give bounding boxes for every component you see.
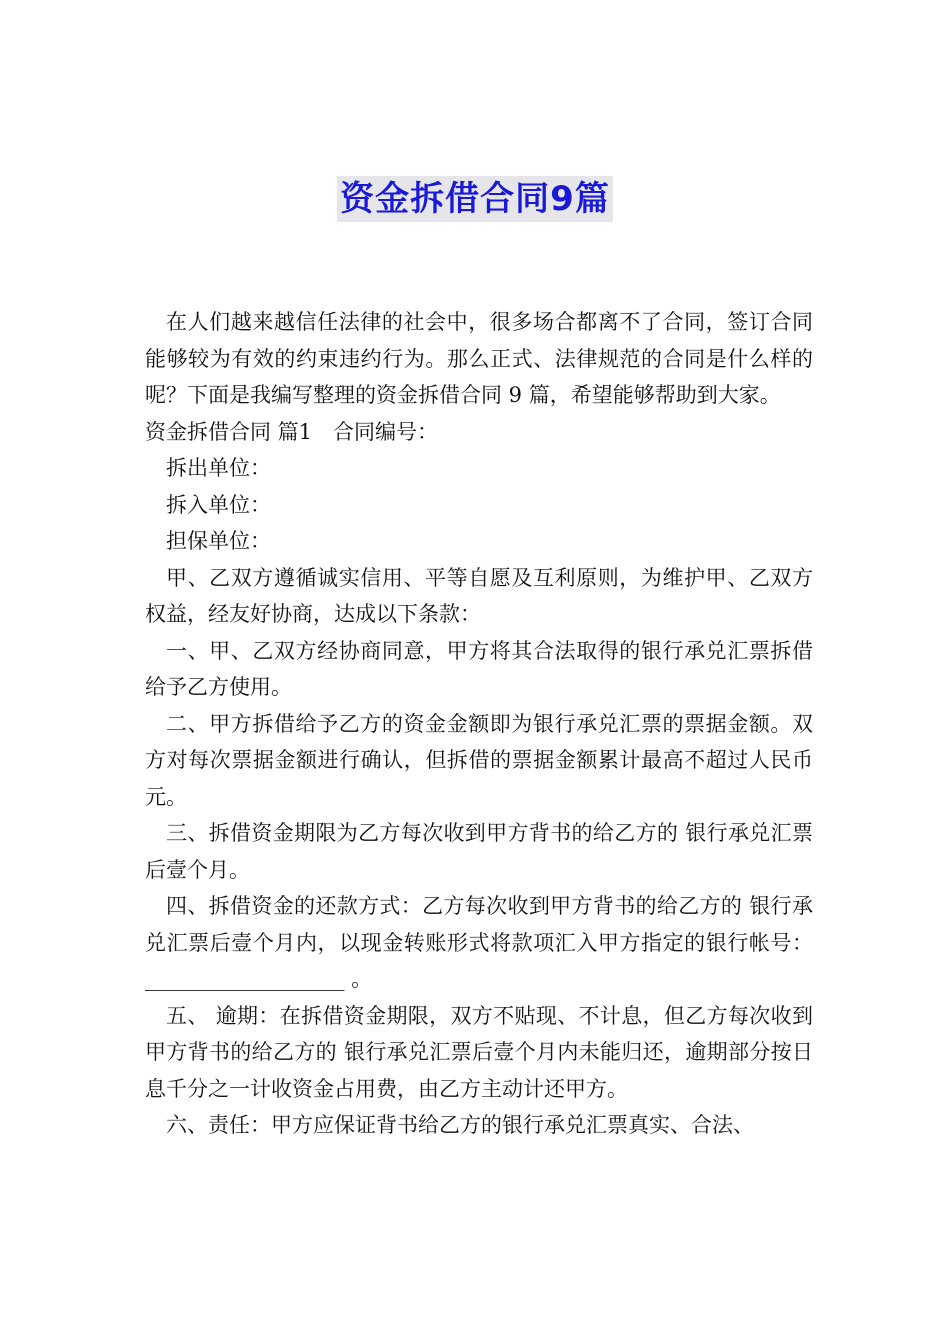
- document-title: 资金拆借合同9篇: [337, 176, 613, 222]
- lender-field: 拆出单位：: [166, 456, 271, 480]
- guarantor-field: 担保单位：: [166, 529, 271, 553]
- clause-3: 三、拆借资金期限为乙方每次收到甲方背书的给乙方的 银行承兑汇票后壹个月。: [145, 821, 813, 882]
- clause-4: 四、拆借资金的还款方式：乙方每次收到甲方背书的给乙方的 银行承兑汇票后壹个月内，以现金转账形式将款项汇入甲方指定的银行帐号：___________________ 。: [145, 894, 813, 991]
- document-body: [145, 304, 813, 1144]
- clause-5: 五、 逾期：在拆借资金期限，双方不贴现、不计息，但乙方每次收到甲方背书的给乙方的 银行承兑汇票后壹个月内未能归还，逾期部分按日息千分之一计收资金占用费，由乙方主动计还甲方。: [145, 1003, 813, 1101]
- title-container: [0, 176, 950, 222]
- borrower-field: 拆入单位：: [166, 492, 271, 517]
- intro-paragraph: 在人们越来越信任法律的社会中，很多场合都离不了合同，签订合同能够较为有效的约束违约行为。那么正式、法律规范的合同是什么样的呢？下面是我编写整理的资金拆借合同 9 篇，希望能够帮助到大家。: [145, 310, 813, 407]
- clause-2: 二、甲方拆借给予乙方的资金金额即为银行承兑汇票的票据金额。双方对每次票据金额进行确认，但拆借的票据金额累计最高不超过人民币 元。: [145, 711, 813, 809]
- clause-6: 六、责任：甲方应保证背书给乙方的银行承兑汇票真实、合法、: [166, 1113, 754, 1137]
- preamble-paragraph: 甲、乙双方遵循诚实信用、平等自愿及互利原则，为维护甲、乙双方权益，经友好协商，达成以下条款：: [145, 565, 813, 626]
- section-heading-contract-1: 资金拆借合同 篇1 合同编号：: [145, 419, 439, 444]
- clause-1: 一、甲、乙双方经协商同意，甲方将其合法取得的银行承兑汇票拆借给予乙方使用。: [145, 638, 813, 699]
